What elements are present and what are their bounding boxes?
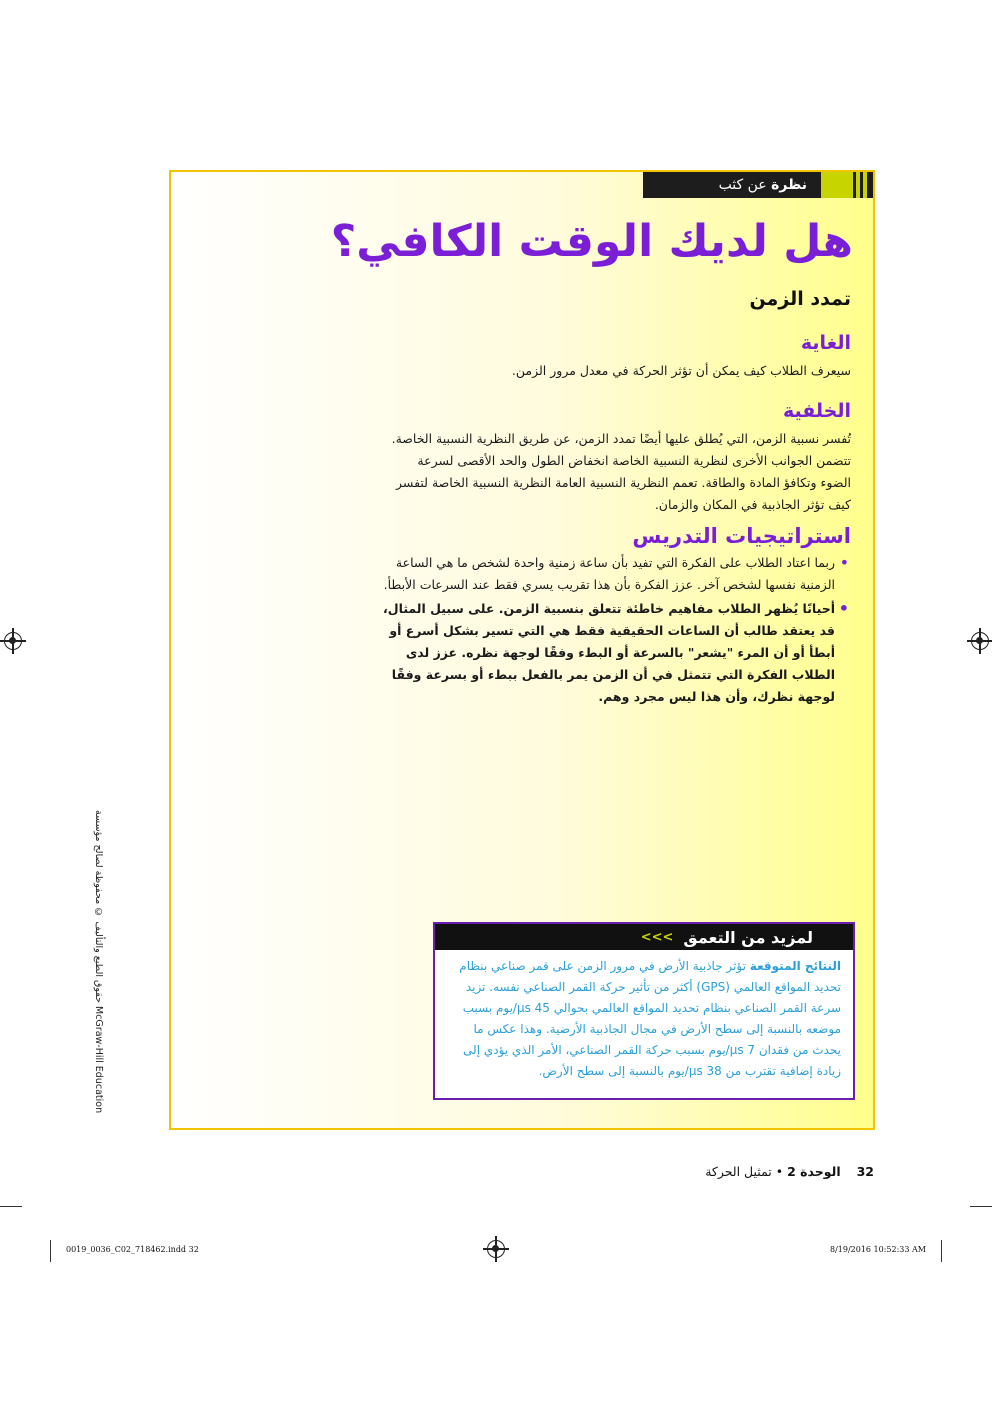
goal-heading: الغاية — [800, 332, 851, 354]
unit-label: الوحدة 2 — [787, 1164, 841, 1179]
copyright-side-note: حقوق الطبع والتأليف © محفوظة لصالح مؤسسة McGraw-Hill Education — [93, 810, 104, 1114]
registration-mark-icon — [487, 1240, 505, 1258]
footer-separator: • — [775, 1164, 784, 1179]
goal-text: سيعرف الطلاب كيف يمكن أن تؤثر الحركة في معدل مرور الزمن. — [511, 363, 851, 378]
slug-date: 8/19/2016 10:52:33 AM — [829, 1245, 926, 1254]
crop-mark — [941, 1240, 942, 1262]
page-title: هل لديك الوقت الكافي؟ — [330, 216, 853, 267]
crop-mark — [0, 1206, 22, 1207]
background-text: تُفسر نسبية الزمن، التي يُطلق عليها أيضًا تمدد الزمن، عن طريق النظرية النسبية الخاصة. تتضمن الجوانب الأخرى لنظرية النسبية الخاصة انخفاض الطول والحد الأقصى لسرعة الضوء وتكافؤ المادة والطاقة. تعمم النظرية النسبية العامة النظرية النسبية الخاصة لتفسر كيف تؤثر الجاذبية في المكان والزمان. — [391, 431, 851, 512]
go-deeper-title: لمزيد من التعمق — [683, 927, 813, 947]
strategies-heading: استراتيجيات التدريس — [632, 524, 851, 548]
go-deeper-text: تؤثر جاذبية الأرض في مرور الزمن على قمر صناعي بنظام تحديد المواقع العالمي (GPS) أكثر من تأثير حركة القمر الصناعي نفسه. تزيد سرعة القمر الصناعي بنظام تحديد المواقع العالمي بحوالي μs 45/يوم بسبب موضعه بالنسبة إلى سطح الأرض في مجال الجاذبية الأرضية. وهذا عكس ما يحدث من فقدان μs 7/يوم بسبب حركة القمر الصناعي، الأمر الذي يؤدي إلى زيادة إضافية تقترب من μs 38/يوم بالنسبة إلى سطح الأرض. — [459, 959, 841, 1078]
page-footer — [705, 1164, 874, 1179]
content-panel — [169, 170, 875, 1130]
background-heading: الخلفية — [782, 400, 851, 422]
section-tag — [643, 172, 873, 198]
expected-results-label: النتائج المتوقعة — [749, 959, 841, 973]
tag-text — [719, 177, 807, 193]
tag-bold: نظرة — [771, 177, 807, 193]
registration-mark-icon — [4, 632, 22, 650]
chapter-label: تمثيل الحركة — [705, 1164, 772, 1179]
go-deeper-body — [435, 950, 853, 1082]
go-deeper-header — [435, 924, 853, 950]
list-item: • أحيانًا يُظهر الطلاب مفاهيم خاطئة تتعلق بنسبية الزمن. على سبيل المثال، قد يعتقد طالب أن الساعات الحقيقية فقط هي التي تسير بشكل أسرع أو أبطأ أو أن المرء "يشعر" بالسرعة أو البطء وفقًا لوجهة نظره. عزز لدى الطلاب الفكرة التي تتمثل في أن الزمن يمر بالفعل ببطء أو بسرعة وفقًا لوجهة نظرك، وأن هذا ليس مجرد وهم. — [365, 598, 835, 708]
subtitle: تمدد الزمن — [749, 288, 851, 310]
crop-mark — [970, 1206, 992, 1207]
strategies-list — [365, 552, 851, 708]
slug-file: 0019_0036_C02_718462.indd 32 — [66, 1245, 199, 1254]
registration-mark-icon — [971, 632, 989, 650]
arrows-icon: >>> — [640, 929, 674, 945]
list-item: • ربما اعتاد الطلاب على الفكرة التي تفيد بأن ساعة زمنية واحدة لشخص ما هي الساعة الزمنية نفسها لشخص آخر. عزز الفكرة بأن هذا تقريب يسري فقط عند السرعات الأبطأ. — [365, 552, 835, 596]
tag-rest: عن كثب — [718, 177, 767, 193]
go-deeper-box — [433, 922, 855, 1100]
tag-stripes-icon — [821, 172, 867, 198]
page-number: 32 — [856, 1164, 874, 1179]
crop-mark — [50, 1240, 51, 1262]
